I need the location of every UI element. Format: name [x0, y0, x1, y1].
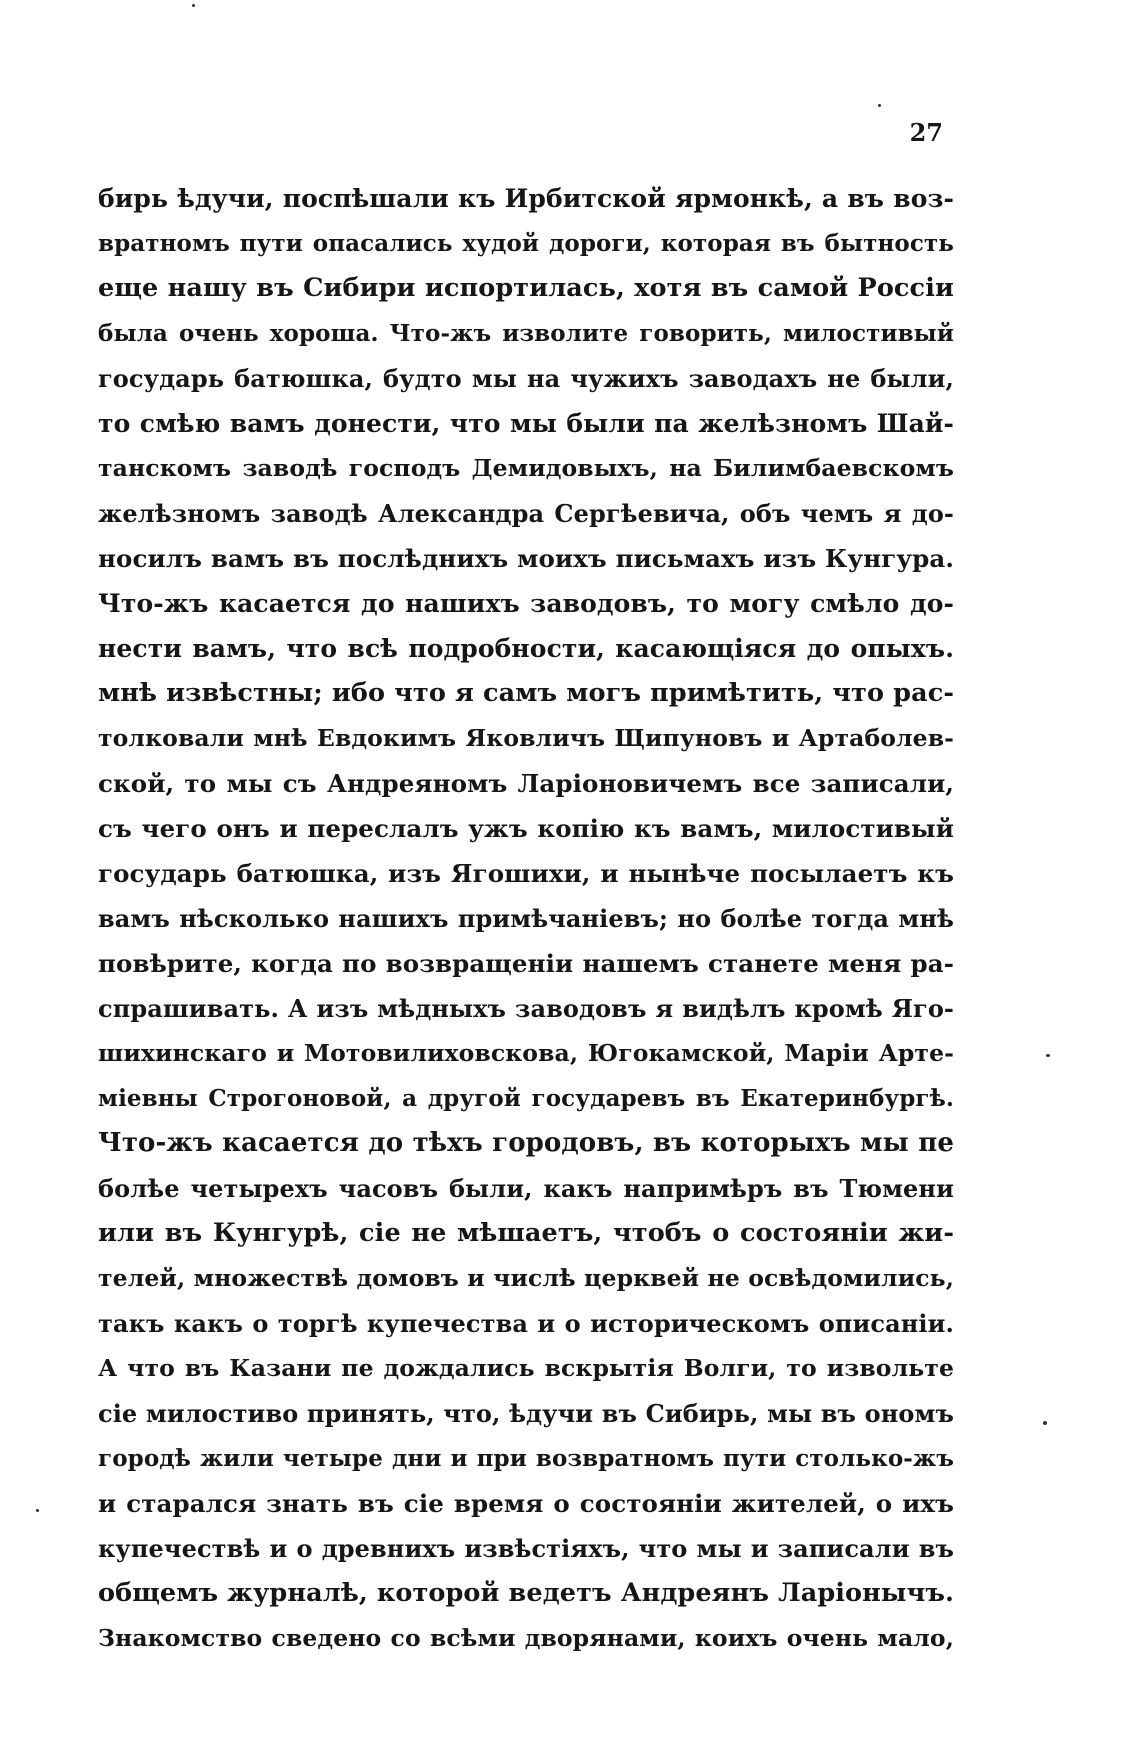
text-line: повѣрите, когда по возвращеніи нашемъ станете меня ра-	[98, 949, 954, 978]
text-line: спрашивать. А изъ мѣдныхъ заводовъ я видѣлъ кромѣ Яго-	[98, 994, 954, 1023]
text-line: бирь ѣдучи, поспѣшали къ Ирбитской ярмонкѣ, а въ воз-	[98, 184, 954, 213]
text-line: болѣе четырехъ часовъ были, какъ напримѣръ въ Тюмени	[98, 1174, 954, 1203]
text-line: Что-жъ касается до нашихъ заводовъ, то могу смѣло до-	[98, 589, 954, 618]
text-line: купечествѣ и о древнихъ извѣстіяхъ, что мы и записали въ	[98, 1534, 954, 1563]
text-line: сіе милостиво принять, что, ѣдучи въ Сибирь, мы въ ономъ	[98, 1399, 954, 1428]
text-line: или въ Кунгурѣ, сіе не мѣшаетъ, чтобъ о состояніи жи-	[98, 1218, 954, 1248]
text-line: Что-жъ касается до тѣхъ городовъ, въ которыхъ мы пе	[98, 1128, 954, 1158]
text-line: и старался знать въ сіе время о состояніи жителей, о ихъ	[98, 1489, 954, 1518]
text-line: еще нашу въ Сибири испортилась, хотя въ самой Россіи	[98, 273, 954, 303]
text-line: Знакомство сведено со всѣми дворянами, коихъ очень мало,	[98, 1624, 954, 1652]
text-line: была очень хороша. Что-жъ изволите говорить, милостивый	[98, 320, 954, 347]
text-line: общемъ журналѣ, которой ведетъ Андреянъ Ларіонычъ.	[98, 1578, 954, 1608]
text-line: городѣ жили четыре дни и при возвратномъ пути столько-жъ	[98, 1445, 954, 1472]
text-line: шихинскаго и Мотовилиховскова, Югокамской, Маріи Арте-	[98, 1039, 954, 1067]
scan-speck	[1046, 1054, 1050, 1057]
text-line: такъ какъ о торгѣ купечества и о историческомъ описаніи.	[98, 1309, 954, 1338]
text-line: мнѣ извѣстны; ибо что я самъ могъ примѣтить, что рас-	[98, 678, 954, 708]
text-line: государь батюшка, будто мы на чужихъ заводахъ не были,	[98, 364, 954, 393]
text-line: государь батюшка, изъ Ягошихи, и нынѣче посылаетъ къ	[98, 859, 954, 888]
text-line: желѣзномъ заводѣ Александра Сергѣевича, объ чемъ я до-	[98, 499, 954, 528]
scan-speck	[36, 1509, 39, 1512]
text-line: вамъ нѣсколько нашихъ примѣчаніевъ; но болѣе тогда мнѣ	[98, 904, 954, 933]
scan-speck	[878, 104, 881, 107]
text-line: телей, множествѣ домовъ и числѣ церквей не освѣдомились,	[98, 1264, 954, 1292]
text-line: міевны Строгоновой, а другой государевъ въ Екатеринбургѣ.	[98, 1085, 954, 1112]
text-line: ской, то мы съ Андреяномъ Ларіоновичемъ все записали,	[98, 769, 954, 798]
text-line: то смѣю вамъ донести, что мы были па желѣзномъ Шай-	[98, 409, 954, 438]
text-line: нести вамъ, что всѣ подробности, касающіяся до опыхъ.	[98, 634, 954, 663]
text-line: съ чего онъ и переслалъ ужъ копію къ вамъ, милостивый	[98, 814, 954, 843]
text-line: танскомъ заводѣ господъ Демидовыхъ, на Билимбаевскомъ	[98, 454, 954, 482]
page-number: 27	[909, 118, 943, 147]
text-line: А что въ Казани пе дождались вскрытія Волги, то извольте	[98, 1354, 954, 1382]
scan-speck	[1043, 1421, 1047, 1425]
text-line: вратномъ пути опасались худой дороги, которая въ бытность	[98, 230, 954, 257]
scan-speck	[192, 4, 195, 7]
text-line: носилъ вамъ въ послѣднихъ моихъ письмахъ изъ Кунгура.	[98, 544, 954, 573]
text-line: толковали мнѣ Евдокимъ Яковличъ Щипуновъ и Артаболев-	[98, 724, 954, 752]
body-text	[98, 176, 954, 1661]
